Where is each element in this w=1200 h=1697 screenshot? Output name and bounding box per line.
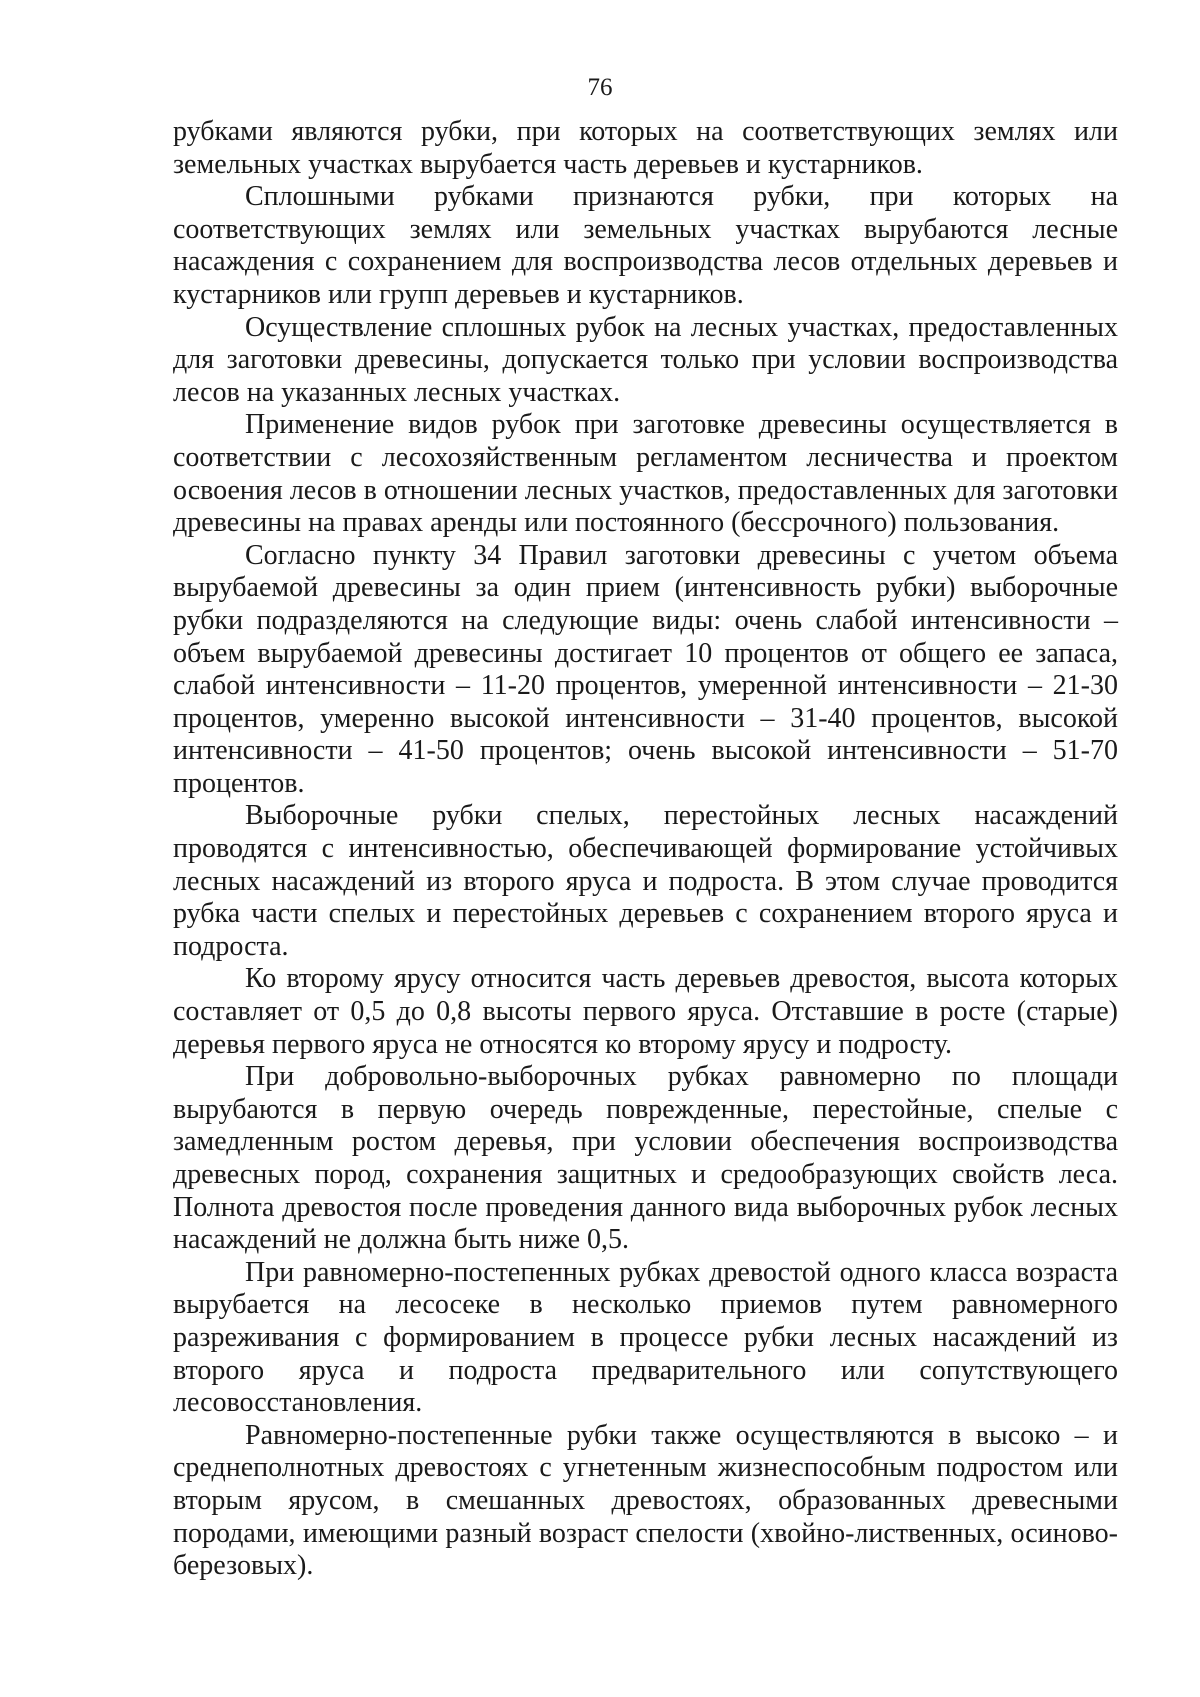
- paragraph-continuation: рубками являются рубки, при которых на соответствующих землях или земельных участках вырубается часть деревьев и кустарников.: [173, 116, 1118, 180]
- page-number: 76: [587, 74, 613, 101]
- paragraph-second-tier: Ко второму ярусу относится часть деревьев древостоя, высота которых составляет от 0,5 до 0,8 высоты первого яруса. Отставшие в росте (старые) деревья первого яруса не относятся ко второму ярусу и подросту.: [173, 963, 1118, 1060]
- paragraph-clear-cutting-definition: Сплошными рубками признаются рубки, при которых на соответствующих землях или земельных участках вырубаются лесные насаждения с сохранением для воспроизводства лесов отдельных деревьев и кустарников или групп деревьев и кустарников.: [173, 181, 1118, 310]
- paragraph-clear-cutting-conditions: Осуществление сплошных рубок на лесных участках, предоставленных для заготовки древесины, допускается только при условии воспроизводства лесов на указанных лесных участках.: [173, 311, 1118, 408]
- paragraph-cutting-types-application: Применение видов рубок при заготовке древесины осуществляется в соответствии с лесохозяйственным регламентом лесничества и проектом освоения лесов в отношении лесных участков, предоставленных для заготовки древесины на правах аренды или постоянного (бессрочного) пользования.: [173, 409, 1118, 539]
- body-text: [173, 116, 1118, 1583]
- paragraph-selective-cutting-mature: Выборочные рубки спелых, перестойных лесных насаждений проводятся с интенсивностью, обеспечивающей формирование устойчивых лесных насаждений из второго яруса и подроста. В этом случае проводится рубка части спелых и перестойных деревьев с сохранением второго яруса и подроста.: [173, 800, 1118, 962]
- paragraph-voluntary-selective-cutting: При добровольно-выборочных рубках равномерно по площади вырубаются в первую очередь поврежденные, перестойные, спелые с замедленным ростом деревья, при условии обеспечения воспроизводства древесных пород, сохранения защитных и средообразующих свойств леса. Полнота древостоя после проведения данного вида выборочных рубок лесных насаждений не должна быть ниже 0,5.: [173, 1061, 1118, 1256]
- paragraph-uniform-gradual-cutting-stands: Равномерно-постепенные рубки также осуществляются в высоко – и среднеполнотных древостоях с угнетенным жизнеспособным подростом или вторым ярусом, в смешанных древостоях, образованных древесными породами, имеющими разный возраст спелости (хвойно-лиственных, осиново-березовых).: [173, 1419, 1118, 1582]
- paragraph-uniform-gradual-cutting: При равномерно-постепенных рубках древостой одного класса возраста вырубается на лесосеке в несколько приемов путем равномерного разреживания с формированием в процессе рубки лесных насаждений из второго яруса и подроста предварительного или сопутствующего лесовосстановления.: [173, 1256, 1118, 1419]
- paragraph-cutting-intensity: Согласно пункту 34 Правил заготовки древесины с учетом объема вырубаемой древесины за один прием (интенсивность рубки) выборочные рубки подразделяются на следующие виды: очень слабой интенсивности – объем вырубаемой древесины достигает 10 процентов от общего ее запаса, слабой интенсивности – 11-20 процентов, умеренной интенсивности – 21-30 процентов, умеренно высокой интенсивности – 31-40 процентов, высокой интенсивности – 41-50 процентов; очень высокой интенсивности – 51-70 процентов.: [173, 539, 1118, 799]
